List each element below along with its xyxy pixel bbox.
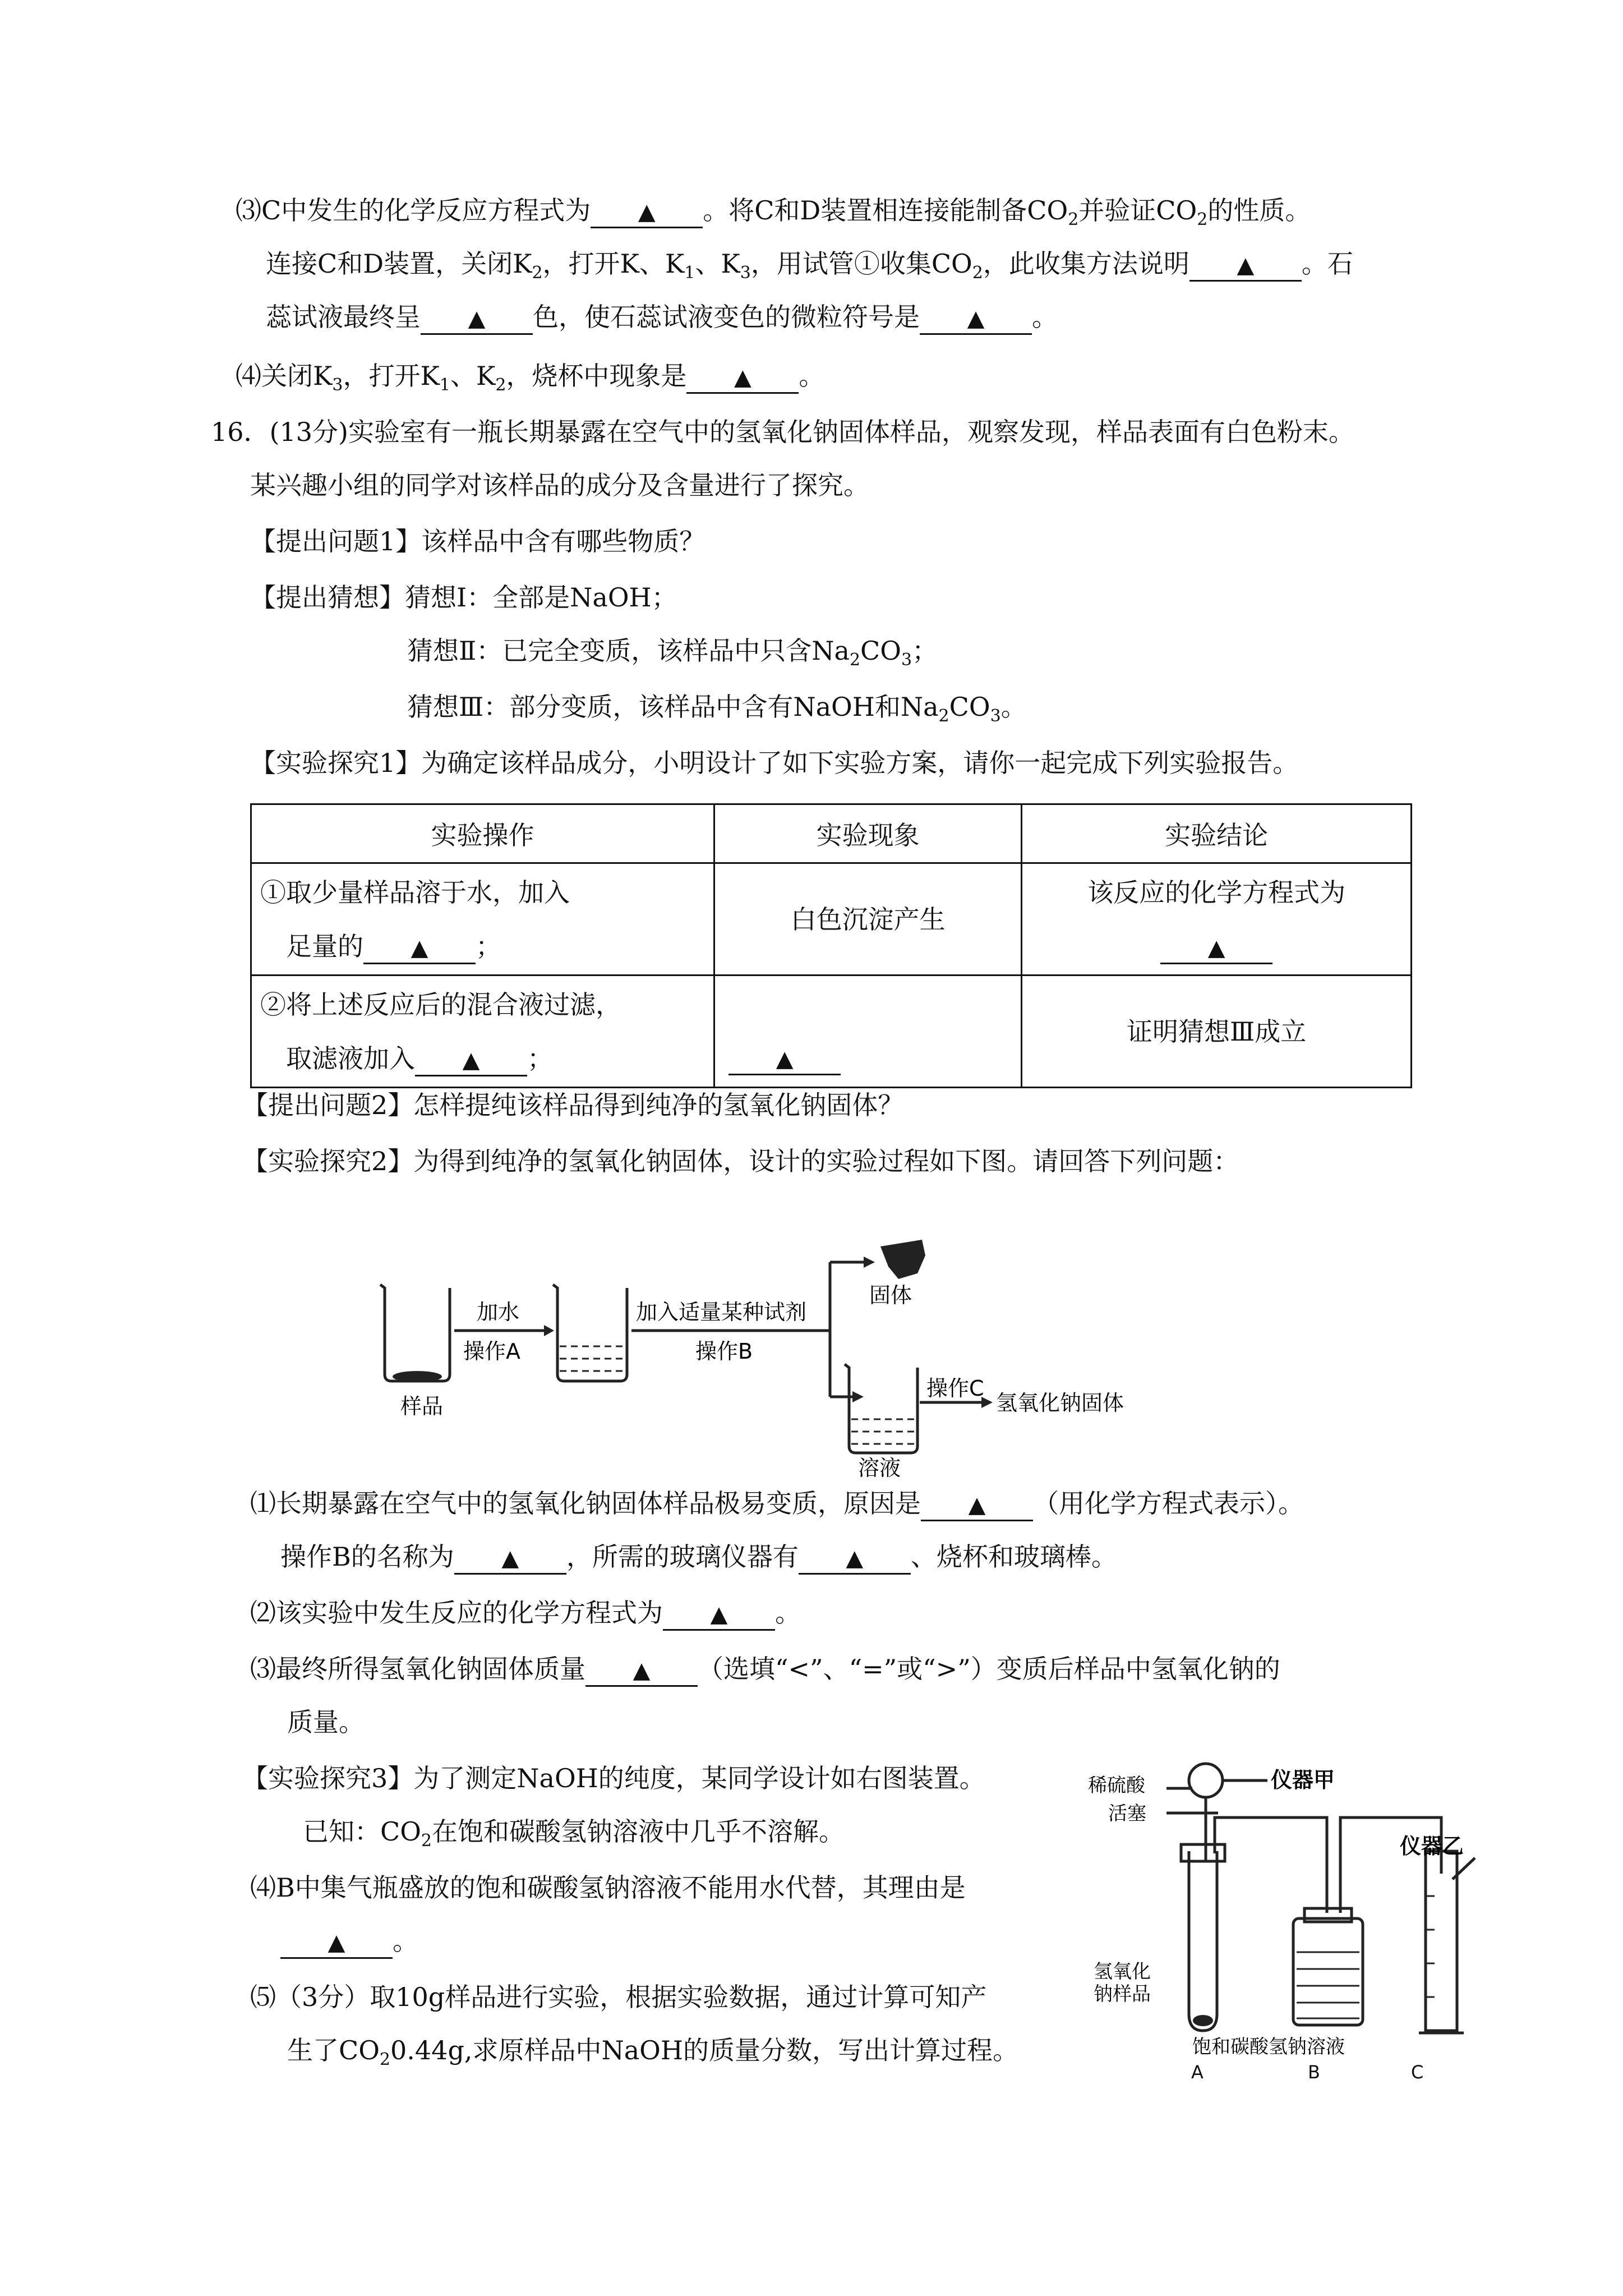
answer-blank[interactable]: ▲ bbox=[920, 302, 1032, 335]
answer-blank[interactable]: ▲ bbox=[921, 1489, 1033, 1521]
header-conclusion: 实验结论 bbox=[1022, 804, 1412, 863]
guess-3: 猜想Ⅲ：部分变质，该样品中含有NaOH和$Na_2CO_3$。 bbox=[407, 692, 1027, 726]
label-instrument-b: 仪器乙 bbox=[1400, 1834, 1464, 1858]
solid-chunk-icon bbox=[880, 1240, 925, 1279]
answer-blank[interactable]: ▲ bbox=[454, 1542, 566, 1575]
label-acid: 稀硫酸 bbox=[1088, 1774, 1145, 1797]
answer-blank[interactable]: ▲ bbox=[663, 1598, 775, 1631]
separatory-funnel-icon bbox=[1189, 1764, 1223, 1797]
answer-blank[interactable]: ▲ bbox=[728, 1043, 841, 1075]
sample-powder-icon bbox=[393, 1371, 442, 1382]
subq-1-line1: ⑴长期暴露在空气中的氢氧化钠固体样品极易变质，原因是 ▲ （用化学方程式表示）。 bbox=[250, 1487, 1304, 1521]
row2-operation: ②将上述反应后的混合液过滤， 取滤液加入 ▲ ； bbox=[251, 976, 714, 1088]
label-instrument-a: 仪器甲 bbox=[1271, 1768, 1335, 1792]
guess-1: 【提出猜想】猜想Ⅰ：全部是NaOH； bbox=[250, 582, 677, 613]
arrow-head-icon bbox=[852, 1391, 864, 1402]
subq-3-line2: 质量。 bbox=[287, 1707, 365, 1737]
row1-operation: ①取少量样品溶于水，加入 足量的 ▲ ； bbox=[251, 863, 714, 976]
subq-2: ⑵该实验中发生反应的化学方程式为 ▲ 。 bbox=[250, 1596, 801, 1631]
answer-blank[interactable]: ▲ bbox=[585, 1654, 698, 1687]
q16-intro-line2: 某兴趣小组的同学对该样品的成分及含量进行了探究。 bbox=[250, 470, 869, 500]
subq-4-line2: ▲ 。 bbox=[280, 1924, 418, 1959]
answer-blank[interactable]: ▲ bbox=[363, 932, 476, 964]
known-fact: 已知：$CO_2$在饱和碳酸氢钠溶液中几乎不溶解。 bbox=[303, 1816, 845, 1851]
test-tube-icon bbox=[1189, 1851, 1217, 2031]
label-product: 氢氧化钠固体 bbox=[996, 1391, 1124, 1415]
header-phenomenon: 实验现象 bbox=[714, 804, 1022, 863]
purification-flow-diagram bbox=[359, 1234, 1211, 1481]
subq-5-line1: ⑸（3分）取10g样品进行实验，根据实验数据，通过计算可知产 bbox=[250, 1982, 987, 2012]
label-b: B bbox=[1308, 2062, 1320, 2083]
q15-part4: ⑷关闭$K_3$，打开$K_1$、$K_2$，烧杯中现象是 ▲ 。 bbox=[236, 361, 825, 395]
label-sample-line2: 钠样品 bbox=[1094, 1983, 1151, 2005]
answer-blank[interactable]: ▲ bbox=[1160, 932, 1272, 964]
explore-1: 【实验探究1】为确定该样品成分，小明设计了如下实验方案，请你一起完成下列实验报告。 bbox=[250, 748, 1299, 778]
explore-3: 【实验探究3】为了测定NaOH的纯度，某同学设计如右图装置。 bbox=[242, 1763, 985, 1793]
answer-blank[interactable]: ▲ bbox=[421, 302, 533, 335]
label-op-b: 操作B bbox=[695, 1339, 753, 1364]
answer-blank[interactable]: ▲ bbox=[1189, 249, 1302, 282]
q15-part3-line3: 蕊试液最终呈 ▲ 色，使石蕊试液变色的微粒符号是 ▲ 。 bbox=[266, 300, 1058, 335]
row2-conclusion: 证明猜想Ⅲ成立 bbox=[1022, 976, 1412, 1088]
q15-part3-line2: 连接C和D装置，关闭$K_2$，打开K、$K_1$、$K_3$，用试管①收集$CO_2$，此收集方法说明 ▲ 。石 bbox=[266, 249, 1353, 283]
label-sample-line1: 氢氧化 bbox=[1094, 1961, 1151, 1983]
answer-blank[interactable]: ▲ bbox=[686, 361, 799, 394]
label-solid: 固体 bbox=[869, 1283, 912, 1308]
apparatus-diagram bbox=[1082, 1750, 1486, 2064]
sample-beaker-icon bbox=[380, 1285, 450, 1381]
question-1: 【提出问题1】该样品中含有哪些物质？ bbox=[250, 526, 706, 556]
solution-beaker-icon bbox=[845, 1364, 917, 1453]
label-add-water: 加水 bbox=[477, 1300, 520, 1324]
label-sample: 样品 bbox=[400, 1394, 444, 1419]
gas-bottle-icon bbox=[1293, 1918, 1363, 2025]
explore-2: 【实验探究2】为得到纯净的氢氧化钠固体，设计的实验过程如下图。请回答下列问题： bbox=[242, 1146, 1239, 1176]
row1-phenomenon: 白色沉淀产生 bbox=[714, 863, 1022, 976]
subq-4-line1: ⑷B中集气瓶盛放的饱和碳酸氢钠溶液不能用水代替，其理由是 bbox=[250, 1872, 966, 1903]
label-a: A bbox=[1191, 2062, 1204, 2083]
sample-powder-icon bbox=[1193, 2015, 1213, 2026]
header-operation: 实验操作 bbox=[251, 804, 714, 863]
label-c: C bbox=[1411, 2062, 1424, 2083]
row2-phenomenon bbox=[714, 976, 1022, 1088]
experiment-report-table bbox=[250, 803, 1412, 1088]
label-add-reagent: 加入适量某种试剂 bbox=[636, 1300, 807, 1324]
label-valve: 活塞 bbox=[1108, 1802, 1146, 1825]
arrow-head-icon bbox=[544, 1325, 554, 1336]
answer-blank[interactable]: ▲ bbox=[415, 1044, 527, 1076]
label-op-c: 操作C bbox=[926, 1376, 984, 1401]
label-op-a: 操作A bbox=[463, 1339, 520, 1364]
answer-blank[interactable]: ▲ bbox=[799, 1542, 911, 1575]
guess-2: 猜想Ⅱ：已完全变质，该样品中只含$Na_2CO_3$； bbox=[407, 636, 938, 670]
subq-3-line1: ⑶最终所得氢氧化钠固体质量 ▲ （选填“<”、“=”或“>”）变质后样品中氢氧化钠的 bbox=[250, 1652, 1280, 1687]
answer-blank[interactable]: ▲ bbox=[280, 1926, 393, 1959]
label-solution: 溶液 bbox=[858, 1456, 901, 1480]
answer-blank[interactable]: ▲ bbox=[591, 196, 703, 228]
arrow-head-icon bbox=[864, 1257, 875, 1268]
label-solution: 饱和碳酸氢钠溶液 bbox=[1192, 2036, 1345, 2058]
q15-part3-line1: ⑶C中发生的化学反应方程式为 ▲ 。将C和D装置相连接能制备$CO_2$并验证$CO_2$的性质。 bbox=[236, 195, 1311, 229]
q16-intro-line1: 16．(13分)实验室有一瓶长期暴露在空气中的氢氧化钠固体样品，观察发现，样品表面有白色粉末。 bbox=[211, 417, 1354, 447]
question-2: 【提出问题2】怎样提纯该样品得到纯净的氢氧化钠固体？ bbox=[242, 1090, 904, 1120]
row1-conclusion: 该反应的化学方程式为 ▲ bbox=[1022, 863, 1412, 976]
subq-1-line2: 操作B的名称为 ▲ ，所需的玻璃仪器有 ▲ 、烧杯和玻璃棒。 bbox=[280, 1540, 1117, 1575]
subq-5-line2: 生了$CO_20.44g$,求原样品中NaOH的质量分数，写出计算过程。 bbox=[287, 2035, 1019, 2069]
dissolved-beaker-icon bbox=[553, 1285, 627, 1381]
